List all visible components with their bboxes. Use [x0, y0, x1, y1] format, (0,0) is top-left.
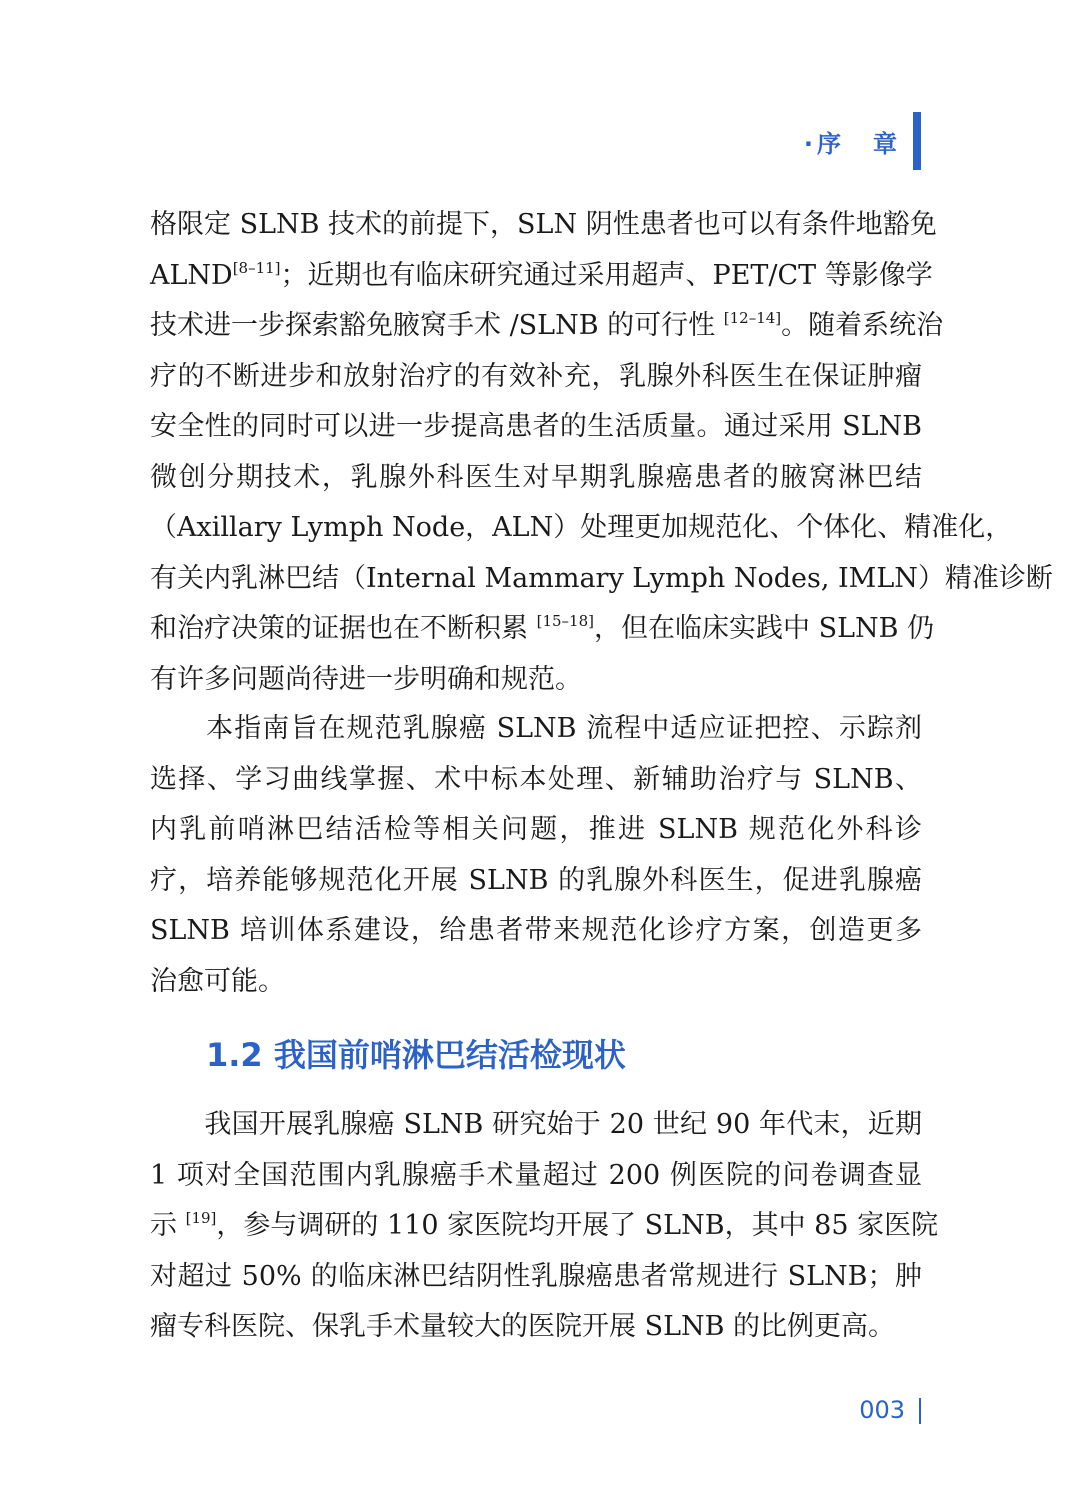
- text-line: [150, 805, 922, 856]
- text-line: [150, 554, 1053, 605]
- paragraph-text: [150, 200, 1053, 705]
- line-text: SLNB 培训体系建设，给患者带来规范化诊疗方案，创造更多: [150, 915, 922, 946]
- paragraph-3: [150, 1100, 939, 1353]
- line-text: 本指南旨在规范乳腺癌 SLNB 流程中适应证把控、示踪剂: [150, 713, 922, 744]
- text-line: [150, 251, 933, 302]
- text-line: [150, 906, 922, 957]
- text-line: [150, 1201, 939, 1252]
- text-line: [150, 856, 922, 907]
- text-line: [150, 1151, 922, 1202]
- running-header: [804, 112, 901, 170]
- text-line: [150, 704, 922, 755]
- line-text: 治愈可能。: [150, 965, 285, 997]
- line-text: 我国开展乳腺癌 SLNB 研究始于 20 世纪 90 年代末，近期: [150, 1109, 922, 1140]
- line-text: 安全性的同时可以进一步提高患者的生活质量。通过采用 SLNB: [150, 411, 922, 442]
- citation-superscript: [8–11]: [232, 258, 281, 277]
- header-accent-bar: [913, 112, 921, 170]
- line-text-continued: ，参与调研的 110 家医院均开展了 SLNB，其中 85 家医院: [216, 1210, 939, 1241]
- line-text: 疗，培养能够规范化开展 SLNB 的乳腺外科医生，促进乳腺癌: [150, 864, 922, 896]
- citation-superscript: [19]: [185, 1209, 217, 1227]
- text-line: [150, 755, 922, 806]
- page-number: 003: [859, 1396, 905, 1424]
- text-line: [150, 1252, 922, 1303]
- text-line: [150, 301, 944, 352]
- page-number-divider: [919, 1398, 921, 1424]
- line-text: 技术进一步探索豁免腋窝手术 /SLNB 的可行性: [150, 310, 724, 341]
- paragraph-1: [150, 200, 1053, 705]
- text-line: [150, 453, 922, 504]
- line-text: 对超过 50% 的临床淋巴结阴性乳腺癌患者常规进行 SLNB；肿: [150, 1260, 922, 1292]
- line-text: ALND: [150, 259, 233, 291]
- text-line: [150, 957, 922, 1008]
- paragraph-text: [150, 704, 922, 1007]
- text-line: [150, 503, 1013, 554]
- line-text-continued: ；近期也有临床研究通过采用超声、PET/CT 等影像学: [280, 259, 933, 291]
- citation-superscript: [15–18]: [536, 612, 594, 630]
- line-text: 格限定 SLNB 技术的前提下，SLN 阴性患者也可以有条件地豁免: [150, 209, 937, 240]
- text-line: [150, 402, 922, 453]
- line-text: 和治疗决策的证据也在不断积累: [150, 613, 537, 644]
- text-line: [150, 200, 937, 251]
- text-line: [150, 1302, 922, 1353]
- paragraph-2: [150, 704, 922, 1007]
- line-text: 内乳前哨淋巴结活检等相关问题，推进 SLNB 规范化外科诊: [150, 814, 922, 845]
- line-text: 示: [150, 1210, 186, 1241]
- line-text-continued: 。随着系统治: [781, 310, 944, 341]
- text-line: [150, 655, 922, 706]
- chapter-label: ·序 章: [803, 129, 901, 158]
- line-text: 选择、学习曲线掌握、术中标本处理、新辅助治疗与 SLNB、: [150, 763, 922, 795]
- section-heading: 1.2 我国前哨淋巴结活检现状: [206, 1036, 626, 1074]
- line-text: 有关内乳淋巴结（Internal Mammary Lymph Nodes, IMLN）精准诊断: [150, 562, 1053, 594]
- citation-superscript: [12–14]: [723, 309, 782, 327]
- line-text: 疗的不断进步和放射治疗的有效补充，乳腺外科医生在保证肿瘤: [150, 360, 922, 392]
- line-text: 微创分期技术，乳腺外科医生对早期乳腺癌患者的腋窝淋巴结: [150, 461, 922, 493]
- line-text: （Axillary Lymph Node，ALN）处理更加规范化、个体化、精准化，: [150, 512, 1013, 543]
- text-line: [150, 604, 935, 655]
- line-text: 1 项对全国范围内乳腺癌手术量超过 200 例医院的问卷调查显: [150, 1159, 922, 1191]
- line-text: 有许多问题尚待进一步明确和规范。: [150, 663, 582, 695]
- line-text: 瘤专科医院、保乳手术量较大的医院开展 SLNB 的比例更高。: [150, 1311, 896, 1342]
- paragraph-text: [150, 1100, 939, 1353]
- text-line: [150, 352, 922, 403]
- line-text-continued: ，但在临床实践中 SLNB 仍: [593, 613, 935, 644]
- text-line: [150, 1100, 922, 1151]
